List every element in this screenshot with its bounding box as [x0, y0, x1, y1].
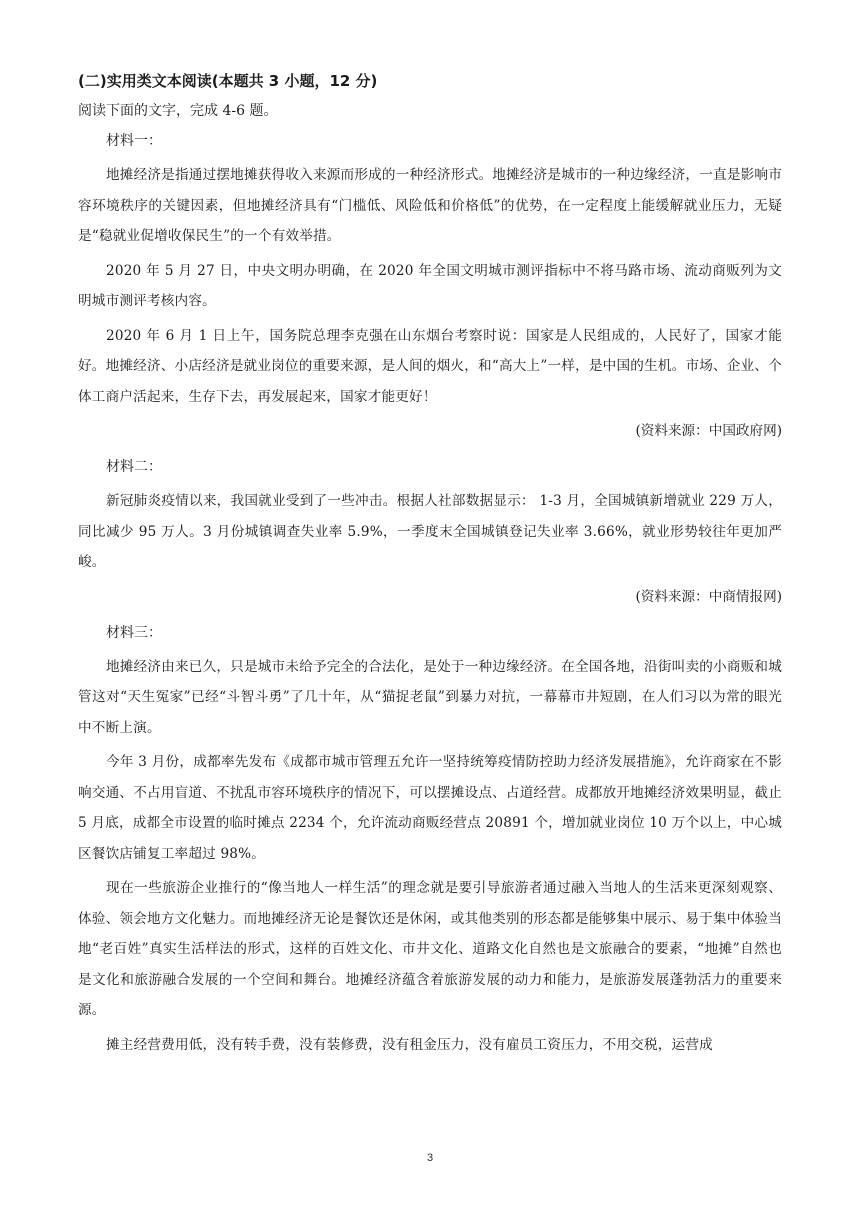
material-1-paragraph-3: 2020 年 6 月 1 日上午，国务院总理李克强在山东烟台考察时说：国家是人民组成的，人民好了，国家才能好。地摊经济、小店经济是就业岗位的重要来源，是人间的烟火，和“高大上”一样，是中国的生机。市场、企业、个体工商户活起来，生存下去，再发展起来，国家才能更好！ [78, 327, 782, 405]
material-1-source: (资料来源：中国政府网) [635, 423, 782, 439]
material-3-label: 材料三： [106, 624, 162, 641]
document-page [78, 66, 782, 1064]
material-3-paragraph-2: 今年 3 月份，成都率先发布《成都市城市管理五允许一坚持统筹疫情防控助力经济发展措施》，允许商家在不影响交通、不占用盲道、不扰乱市容环境秩序的情况下，可以摆摊设点、占道经营。成都放开地摊经济效果明显，截止 5 月底，成都全市设置的临时摊点 2234 个，允许流动商贩经营点 20891 个，增加就业岗位 10 万个以上，中心城区餐饮店铺复工率超过 98%。 [78, 754, 782, 862]
instruction: 阅读下面的文字，完成 4-6 题。 [78, 103, 278, 119]
material-3-paragraph-3: 现在一些旅游企业推行的“像当地人一样生活”的理念就是要引导旅游者通过融入当地人的生活来更深刻观察、体验、领会地方文化魅力。而地摊经济无论是餐饮还是休闲，或其他类别的形态都是能够集中展示、易于集中体验当地“老百姓”真实生活样法的形式，这样的百姓文化、市井文化、道路文化自然也是文旅融合的要素，“地摊”自然也是文化和旅游融合发展的一个空间和舞台。地摊经济蕴含着旅游发展的动力和能力，是旅游发展蓬勃活力的重要来源。 [78, 880, 782, 1018]
material-3-paragraph-4: 摊主经营费用低，没有转手费，没有装修费，没有租金压力，没有雇员工资压力，不用交税，运营成 [106, 1036, 713, 1053]
page-number: 3 [426, 1152, 434, 1164]
material-2-paragraph-1: 新冠肺炎疫情以来，我国就业受到了一些冲击。根据人社部数据显示： 1-3 月，全国城镇新增就业 229 万人，同比减少 95 万人。3 月份城镇调查失业率 5.9%，一季度末全国城镇登记失业率 3.66%，就业形势较往年更加严峻。 [78, 493, 782, 570]
material-1-paragraph-1: 地摊经济是指通过摆地摊获得收入来源而形成的一种经济形式。地摊经济是城市的一种边缘经济，一直是影响市容环境秩序的关键因素，但地摊经济具有“门槛低、风险低和价格低”的优势，在一定程度上能缓解就业压力，无疑是“稳就业促增收保民生”的一个有效举措。 [78, 167, 782, 244]
material-3-paragraph-1: 地摊经济由来已久，只是城市未给予完全的合法化，是处于一种边缘经济。在全国各地，沿街叫卖的小商贩和城管这对“天生冤家”已经“斗智斗勇”了几十年，从“猫捉老鼠”到暴力对抗，一幕幕市井短剧，在人们习以为常的眼光中不断上演。 [78, 658, 782, 736]
material-1-paragraph-2: 2020 年 5 月 27 日，中央文明办明确，在 2020 年全国文明城市测评指标中不将马路市场、流动商贩列为文明城市测评考核内容。 [78, 262, 782, 309]
material-1-label: 材料一： [106, 133, 162, 149]
section-title: (二)实用类文本阅读(本题共 3 小题，12 分) [78, 72, 378, 90]
material-2-source: (资料来源：中商情报网) [635, 588, 782, 605]
material-2-label: 材料二： [106, 459, 162, 475]
